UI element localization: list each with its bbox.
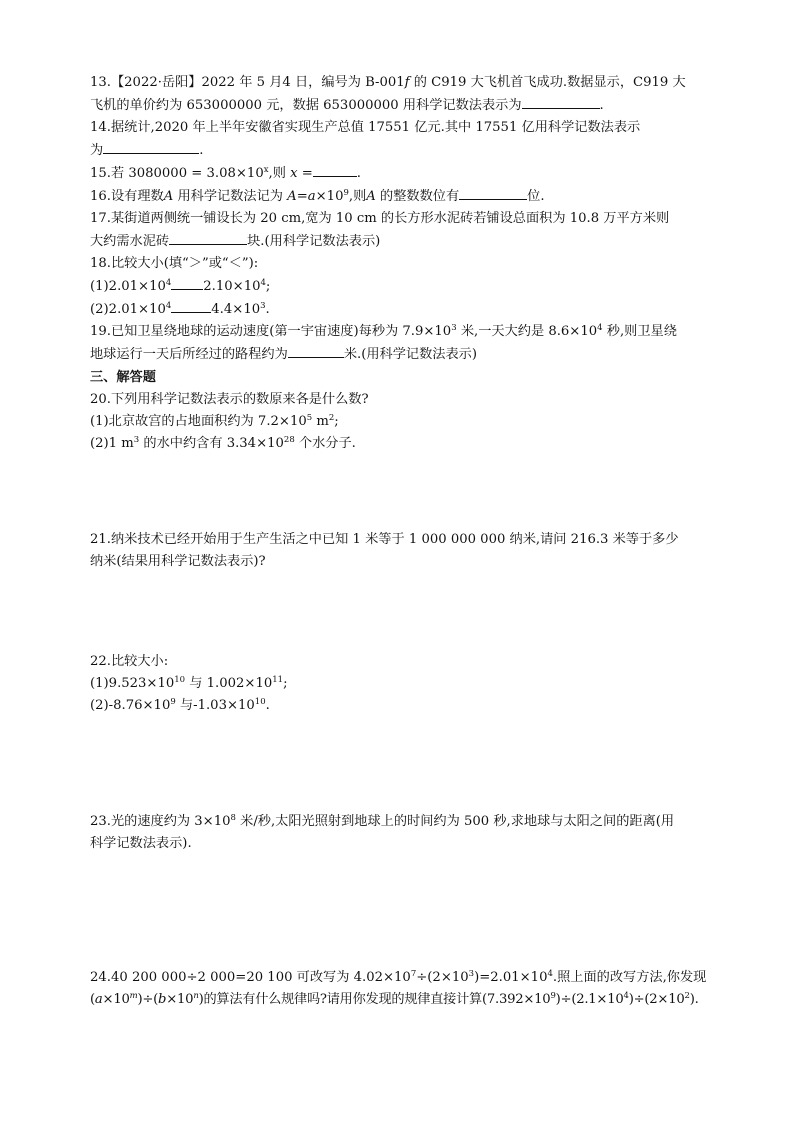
q23-exp: 8	[230, 813, 236, 823]
q16-text-d: ×10	[315, 189, 344, 204]
question-17-line-1	[90, 208, 705, 230]
q16-var-A3: A	[366, 189, 376, 204]
question-19-line-1	[90, 321, 705, 343]
q24-text-g: )÷(	[137, 992, 159, 1007]
q19-text-a: 19.已知卫星绕地球的运动速度(第一宇宙速度)每秒为 7.9×10	[90, 324, 452, 339]
q19-text-b: 米,一天大约是 8.6×10	[456, 324, 598, 339]
q22-p1-end: ;	[283, 676, 288, 691]
q13-text-b: 的 C919 大飞机首飞成功.数据显示，C919 大	[409, 75, 686, 90]
q22-p1-b: 与 1.002×10	[185, 676, 273, 691]
q16-text-b: 用科学记数法记为	[173, 189, 288, 204]
question-21-line-1	[90, 529, 705, 551]
q24-exp1: 7	[410, 969, 417, 979]
answer-space-23[interactable]	[90, 855, 705, 967]
q24-text-h: ×10	[166, 992, 194, 1007]
q16-exp: 9	[343, 188, 349, 198]
q21-text-a: 21.纳米技术已经开始用于生产生活之中已知 1 米等于 1 000 000 000 纳米,请问 216.3 米等于多少	[90, 532, 679, 547]
q23-text-c: 科学记数法表示).	[90, 836, 192, 851]
q14-end: .	[199, 143, 204, 158]
q20-p1-end: ;	[334, 414, 339, 429]
q22-title: 22.比较大小:	[90, 654, 169, 669]
q22-p1-a: (1)9.523×10	[90, 676, 175, 691]
q15-end: .	[356, 166, 361, 181]
q15-answer-blank[interactable]	[313, 162, 357, 177]
q19-text-e: 米.(用科学记数法表示)	[343, 347, 477, 362]
q14-text-b: 为	[90, 143, 104, 158]
question-17-line-2	[90, 230, 705, 253]
question-24-line-2	[90, 989, 705, 1011]
question-18-title	[90, 253, 705, 275]
q18-p2-end: .	[265, 302, 270, 317]
q24-exp4: 9	[550, 991, 556, 1001]
q18-p1-end: ;	[265, 279, 271, 294]
q20-title: 20.下列用科学记数法表示的数原来各是什么数?	[90, 392, 369, 407]
q17-answer-blank[interactable]	[169, 230, 247, 245]
q18-p1-exp1: 4	[165, 278, 172, 288]
q13-text-c: 飞机的单价约为 653000000 元，数据 653000000 用科学记数法表示为	[90, 98, 522, 113]
q16-end: 位.	[527, 189, 545, 204]
q24-text-k: )÷(2×10	[628, 992, 685, 1007]
q19-text-d: 地球运行一天后所经过的路程约为	[90, 347, 288, 362]
q22-p2-a: (2)-8.76×10	[90, 698, 171, 713]
q16-text-e: ,则	[348, 189, 367, 204]
q14-text-a: 14.据统计,2020 年上半年安徽省实现生产总值 17551 亿元.其中 17551 亿用科学记数法表示	[90, 120, 641, 135]
q18-p2-exp1: 4	[165, 301, 172, 311]
q20-p1-exp: 5	[306, 413, 313, 423]
q19-answer-blank[interactable]	[288, 343, 344, 358]
q19-exp2: 4	[597, 323, 603, 333]
q20-p2-exp: 3	[133, 435, 140, 445]
q24-exp2: 3	[468, 969, 475, 979]
q24-exp3: 4	[547, 969, 553, 979]
q23-text-b: 米/秒,太阳光照射到地球上的时间约为 500 秒,求地球与太阳之间的距离(用	[235, 814, 675, 829]
q18-p1-answer-blank[interactable]	[171, 275, 203, 290]
q16-var-a: a	[307, 189, 316, 204]
q16-var-A1: A	[163, 189, 174, 204]
question-16	[90, 185, 705, 208]
question-13-line-2	[90, 94, 705, 117]
q24-var-a: a	[94, 992, 103, 1007]
worksheet-page	[90, 72, 705, 1011]
q18-p1-b: 2.10×10	[203, 279, 261, 294]
q22-p1-exp1: 10	[174, 675, 186, 685]
q23-text-a: 23.光的速度约为 3×10	[90, 814, 231, 829]
question-24-line-1	[90, 967, 705, 989]
q24-text-a: 24.40 200 000÷2 000=20 100 可改写为 4.02×10	[90, 970, 411, 985]
q18-p2-answer-blank[interactable]	[171, 298, 211, 313]
question-18-part-1	[90, 275, 705, 298]
q20-p2-exp2: 28	[283, 435, 295, 445]
q24-exp-n: n	[193, 991, 199, 1001]
q24-text-d: .照上面的改写方法,你发现	[552, 970, 707, 985]
q18-p2-a: (2)2.01×10	[90, 302, 166, 317]
q13-end: .	[599, 98, 604, 113]
q24-text-j: )÷(2.1×10	[555, 992, 624, 1007]
q22-p1-exp2: 11	[272, 675, 284, 685]
q21-text-b: 纳米(结果用科学记数法表示)?	[90, 554, 266, 569]
q20-p2-b: 的水中约含有 3.34×10	[139, 436, 284, 451]
q15-text-b: ,则	[268, 166, 291, 181]
q24-text-e: (	[90, 992, 95, 1007]
q24-text-b: ÷(2×10	[416, 970, 469, 985]
question-14-line-1	[90, 117, 705, 139]
q24-text-c: )=2.01×10	[474, 970, 548, 985]
q17-text-c: 块.(用科学记数法表示)	[247, 234, 381, 249]
question-18-part-2	[90, 298, 705, 321]
q16-text-a: 16.设有理数	[90, 189, 164, 204]
q24-text-l: ).	[689, 992, 699, 1007]
q20-p1-a: (1)北京故宫的占地面积约为 7.2×10	[90, 414, 307, 429]
question-19-line-2	[90, 343, 705, 366]
q16-text-c: =	[296, 189, 308, 204]
q15-text-c: =	[297, 166, 313, 181]
question-22-title	[90, 651, 705, 673]
q24-exp6: 2	[684, 991, 690, 1001]
question-14-line-2	[90, 139, 705, 162]
question-23-line-2	[90, 833, 705, 855]
q24-var-b: b	[158, 992, 167, 1007]
answer-space-20[interactable]	[90, 455, 705, 529]
q17-text-a: 17.某街道两侧统一铺设长为 20 cm,宽为 10 cm 的长方形水泥砖若铺设总面积为 10.8 万平方米则	[90, 211, 670, 226]
question-20-part-2	[90, 433, 705, 455]
q22-p2-exp1: 9	[170, 697, 176, 707]
answer-space-22[interactable]	[90, 717, 705, 811]
q18-p2-b: 4.4×10	[211, 302, 261, 317]
q13-answer-blank[interactable]	[522, 94, 600, 109]
q24-text-f: ×10	[102, 992, 130, 1007]
question-20-title	[90, 389, 705, 411]
q18-p1-a: (1)2.01×10	[90, 279, 166, 294]
q18-title: 18.比较大小(填“＞”或“＜”):	[90, 256, 259, 271]
question-22-part-2	[90, 695, 705, 717]
answer-space-21[interactable]	[90, 573, 705, 651]
q22-p2-end: .	[265, 698, 270, 713]
q18-p2-exp2: 3	[260, 301, 266, 311]
q15-exp: x	[263, 165, 269, 175]
q24-text-i: )的算法有什么规律吗?请用你发现的规律直接计算(7.392×10	[198, 992, 551, 1007]
q20-p2-c: 个水分子.	[294, 436, 356, 451]
q13-text-a: 13.【2022·岳阳】2022 年 5 月4 日，编号为 B-001	[90, 75, 405, 90]
q20-p2-a: (2)1 m	[90, 436, 134, 451]
q15-text-a: 15.若 3080000 = 3.08×10	[90, 166, 264, 181]
q16-var-A2: A	[287, 189, 297, 204]
question-15	[90, 162, 705, 185]
question-21-line-2	[90, 551, 705, 573]
q24-exp5: 4	[623, 991, 629, 1001]
section-heading: 三、解答题	[90, 370, 156, 385]
q20-p1-b: m	[312, 414, 329, 429]
q22-p2-b: 与-1.03×10	[175, 698, 255, 713]
q13-var-f: f	[404, 75, 410, 90]
q24-exp-m: m	[129, 991, 138, 1001]
q20-p1-exp2: 2	[328, 413, 335, 423]
question-23-line-1	[90, 811, 705, 833]
q18-p1-exp2: 4	[260, 278, 266, 288]
q17-text-b: 大约需水泥砖	[90, 234, 170, 249]
q14-answer-blank[interactable]	[103, 139, 199, 154]
q15-var: x	[290, 166, 298, 181]
q19-text-c: 秒,则卫星绕	[602, 324, 677, 339]
q16-answer-blank[interactable]	[459, 185, 527, 200]
question-13-line-1	[90, 72, 705, 94]
question-22-part-1	[90, 673, 705, 695]
q19-exp1: 3	[451, 323, 457, 333]
question-20-part-1	[90, 411, 705, 433]
q16-text-f: 的整数数位有	[375, 189, 460, 204]
q22-p2-exp2: 10	[254, 697, 266, 707]
